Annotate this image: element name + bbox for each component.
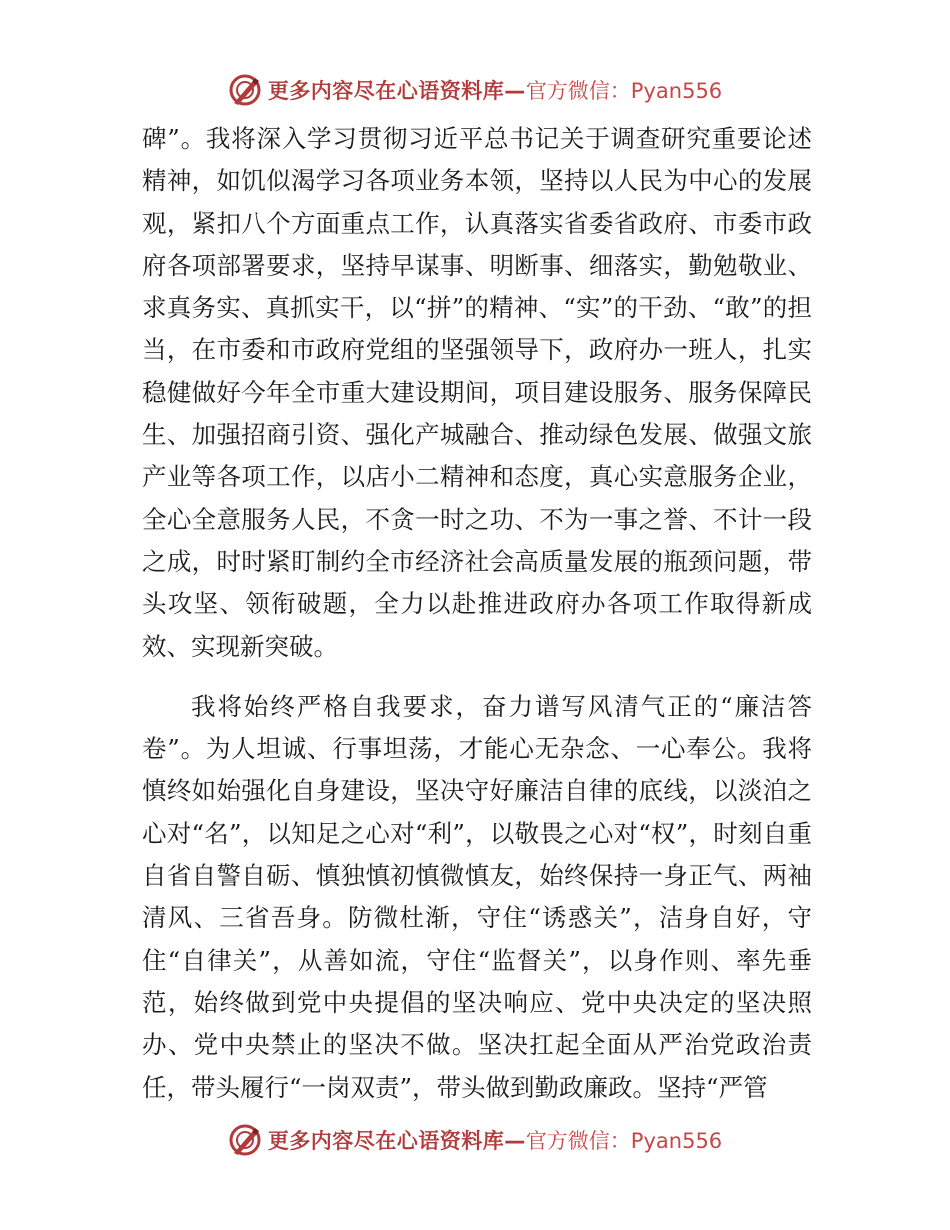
document-body	[142, 118, 812, 1109]
banner-contact: 官方微信：Pyan556	[525, 79, 723, 103]
banner-contact: 官方微信：Pyan556	[525, 1129, 723, 1153]
header-banner	[0, 68, 950, 112]
paragraph-2: 我将始终严格自我要求，奋力谱写风清气正的“廉洁答卷”。为人坦诚、行事坦荡，才能心无杂念、一心奉公。我将慎终如始强化自身建设，坚决守好廉洁自律的底线，以淡泊之心对“名”，以知足之心对“利”，以敬畏之心对“权”，时刻自重自省自警自砺、慎独慎初慎微慎友，始终保持一身正气、两袖清风、三省吾身。防微杜渐，守住“诱惑关”，洁身自好，守住“自律关”，从善如流，守住“监督关”，以身作则、率先垂范，始终做到党中央提倡的坚决响应、党中央决定的坚决照办、党中央禁止的坚决不做。坚决扛起全面从严治党政治责任，带头履行“一岗双责”，带头做到勤政廉政。坚持“严管	[142, 691, 812, 1102]
paragraph-1: 碑”。我将深入学习贯彻习近平总书记关于调查研究重要论述精神，如饥似渴学习各项业务本领，坚持以人民为中心的发展观，紧扣八个方面重点工作，认真落实省委省政府、市委市政府各项部署要求，坚持早谋事、明断事、细落实，勤勉敬业、求真务实、真抓实干，以“拼”的精神、“实”的干劲、“敢”的担当，在市委和市政府党组的坚强领导下，政府办一班人，扎实稳健做好今年全市重大建设期间，项目建设服务、服务保障民生、加强招商引资、强化产城融合、推动绿色发展、做强文旅产业等各项工作，以店小二精神和态度，真心实意服务企业，全心全意服务人民，不贪一时之功、不为一事之誉、不计一段之成，时时紧盯制约全市经济社会高质量发展的瓶颈问题，带头攻坚、领衔破题，全力以赴推进政府办各项工作取得新成效、实现新突破。	[142, 124, 812, 661]
banner-text: 更多内容尽在心语资料库—	[267, 1129, 526, 1153]
pen-logo-icon	[228, 1123, 262, 1157]
footer-banner	[0, 1118, 950, 1162]
banner-text: 更多内容尽在心语资料库—	[267, 79, 526, 103]
pen-logo-icon	[228, 73, 262, 107]
